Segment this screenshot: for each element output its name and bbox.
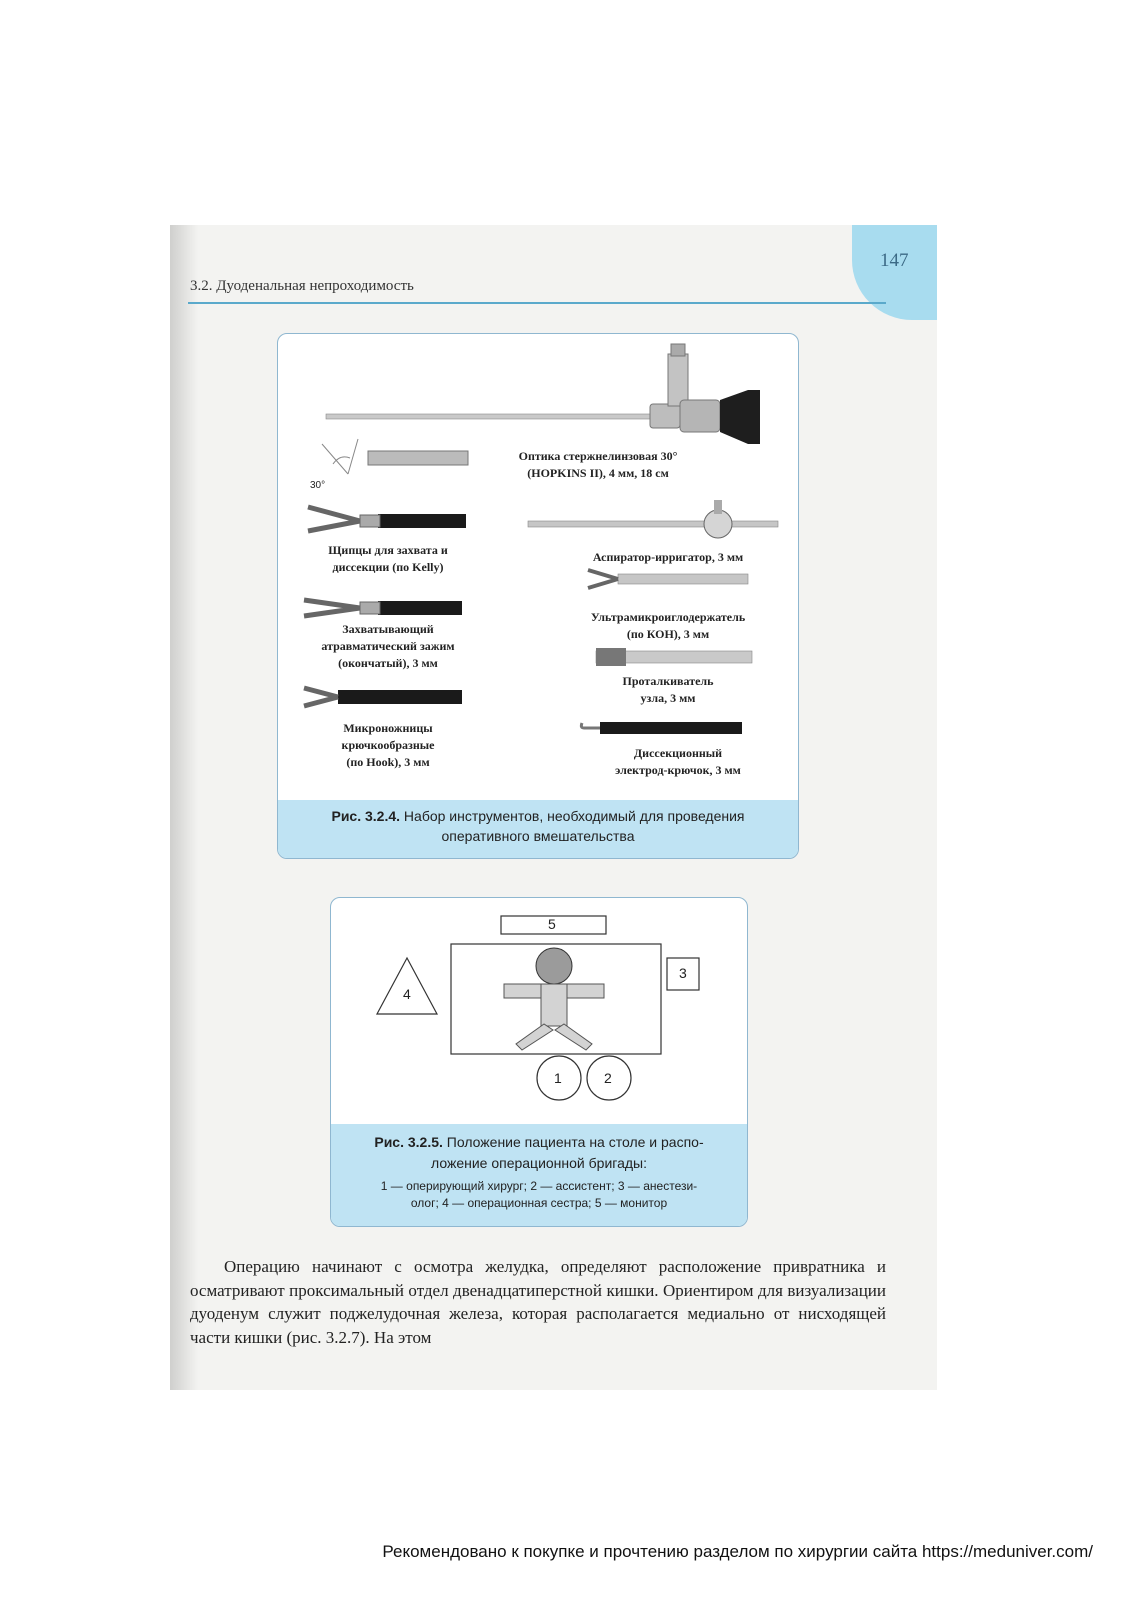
figure2-caption-number: Рис. 3.2.5. (374, 1134, 443, 1150)
needle-holder-label: Ультрамикроиглодержатель (по КОН), 3 мм (590, 610, 746, 641)
figure2-caption (331, 1124, 747, 1226)
knot-pusher-label: Проталкиватель узла, 3 мм (622, 674, 714, 705)
figure-instruments (277, 333, 799, 859)
page-number: 147 (880, 250, 909, 271)
scissors-label: Микроножницы крючкообразные (по Hook), 3 мм (341, 721, 435, 769)
figure1-caption-text-line2: оперативного вмешательства (441, 828, 635, 844)
anesthesiologist-number: 3 (679, 965, 687, 981)
angle-label: 30° (310, 480, 326, 491)
running-head: 3.2. Дуоденальная непроходимость (190, 278, 414, 294)
figure1-caption-number: Рис. 3.2.4. (331, 808, 401, 824)
scissors-shape (304, 688, 462, 706)
clamp-shape (304, 600, 462, 616)
figure-patient-position (330, 897, 748, 1227)
electrode-label: Диссекционный электрод-крючок, 3 мм (615, 746, 741, 777)
surgeon-number: 1 (554, 1070, 562, 1086)
body-paragraph: Операцию начинают с осмотра желудка, определяют расположение привратника и осматривают проксимальный отдел двенадцатиперстной кишки. Ориентиром для визуализации дуоденум служит поджелудочная железа, которая располагается медиально от нисходящей части кишки (рис. 3.2.7). На этом (190, 1257, 886, 1347)
patient-torso (541, 984, 567, 1026)
figure2-caption-text-line2: ложение операционной бригады: (431, 1155, 647, 1171)
forceps-label: Щипцы для захвата и диссекции (по Kelly) (328, 543, 448, 574)
page-gutter-shadow (170, 225, 198, 1390)
optics-instrument (326, 344, 760, 444)
angle-diagram (322, 439, 468, 474)
position-diagram (331, 898, 747, 1124)
needle-holder-shape (588, 570, 748, 588)
figure1-caption (278, 800, 798, 858)
nurse-number: 4 (403, 986, 411, 1002)
patient-head (536, 948, 572, 984)
figure1-caption-text-line1: Набор инструментов, необходимый для проведения (403, 808, 745, 824)
aspirator-shape (528, 500, 778, 538)
optics-label: Оптика стержнелинзовая 30° (HOPKINS II), 4 мм, 18 см (518, 449, 678, 480)
figure2-caption-legend: 1 — оперирующий хирург; 2 — ассистент; 3 — анестези- олог; 4 — операционная сестра; 5 — монитор (380, 1179, 698, 1210)
monitor-number: 5 (548, 916, 556, 932)
electrode-shape (581, 722, 742, 734)
clamp-label: Захватывающий атравматический зажим (окончатый), 3 мм (321, 622, 455, 670)
figure2-caption-text-line1: Положение пациента на столе и распо- (446, 1134, 704, 1150)
knot-pusher-shape (596, 648, 752, 666)
aspirator-label: Аспиратор-ирригатор, 3 мм (592, 550, 744, 564)
footer-recommendation: Рекомендовано к покупке и прочтению разделом по хирургии сайта https://meduniver.com/ (382, 1542, 1093, 1561)
header-rule (188, 302, 886, 304)
kelly-forceps-shape (308, 507, 466, 531)
assistant-number: 2 (604, 1070, 612, 1086)
